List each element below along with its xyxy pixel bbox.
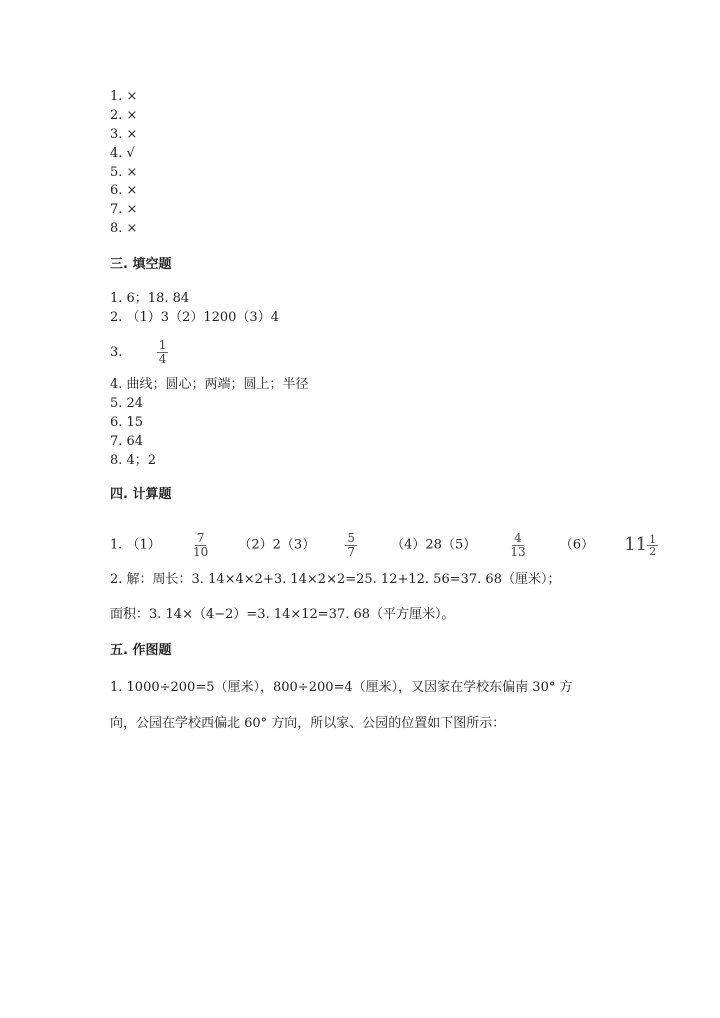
fill-answer-6: 6. 15	[110, 415, 144, 430]
fill-answer-2: 2. （1）3（2）1200（3）4	[110, 310, 279, 325]
denominator: 2	[649, 544, 657, 558]
fraction	[345, 532, 357, 559]
judge-answer-2: 2. ×	[110, 108, 138, 123]
section-4-heading: 四. 计算题	[110, 487, 172, 502]
numerator: 5	[347, 530, 355, 545]
fill-answer-1: 1. 6；18. 84	[110, 291, 190, 306]
fill-answer-4: 4. 曲线；圆心；两端；圆上；半径	[110, 377, 309, 392]
calc-part-label: （6）	[559, 537, 595, 553]
calc-answer-2-line-1: 2. 解：周长：3. 14×4×2+3. 14×2×2=25. 12+12. 56=37. 68（厘米）；	[110, 572, 561, 587]
numerator: 1	[158, 338, 167, 352]
fraction	[157, 339, 169, 366]
drawing-answer-line-2: 向，公园在学校西偏北 60° 方向，所以家、公园的位置如下图所示：	[110, 716, 506, 731]
calc-part-label: （4）28（5）	[391, 537, 477, 553]
judge-answer-8: 8. ×	[110, 221, 138, 236]
fraction	[647, 534, 658, 557]
fill-answer-3-label: 3.	[110, 345, 123, 360]
judge-answer-5: 5. ×	[110, 165, 138, 180]
section-5-heading: 五. 作图题	[110, 643, 172, 658]
denominator: 10	[192, 544, 209, 559]
calc-answer-1	[110, 530, 658, 561]
fill-answer-3	[110, 338, 168, 368]
fill-answer-7: 7. 64	[110, 434, 144, 449]
denominator: 13	[510, 544, 526, 559]
drawing-answer-line-1: 1. 1000÷200=5（厘米），800÷200=4（厘米），又因家在学校东偏南 30° 方	[110, 680, 573, 695]
calc-answer-2-line-2: 面积：3. 14×（4−2）=3. 14×12=37. 68（平方厘米）。	[110, 607, 455, 622]
numerator: 7	[196, 530, 205, 545]
fraction	[193, 532, 208, 559]
calc-part-label: （2）2（3）	[238, 537, 316, 553]
denominator: 4	[158, 352, 167, 366]
judge-answer-1: 1. ×	[110, 89, 138, 104]
judge-answer-6: 6. ×	[110, 183, 138, 198]
denominator: 7	[347, 544, 355, 559]
judge-answer-7: 7. ×	[110, 202, 138, 217]
whole-part: 11	[624, 534, 648, 555]
numerator: 1	[649, 532, 657, 546]
section-3-heading: 三. 填空题	[110, 257, 172, 272]
judge-answer-4: 4. √	[110, 146, 135, 161]
fill-answer-5: 5. 24	[110, 396, 144, 411]
fraction	[510, 532, 525, 559]
judge-answer-3: 3. ×	[110, 127, 138, 142]
numerator: 4	[514, 530, 522, 545]
calc-part-label: 1. （1）	[110, 537, 161, 553]
mixed-number	[624, 532, 658, 558]
fill-answer-8: 8. 4；2	[110, 453, 157, 468]
